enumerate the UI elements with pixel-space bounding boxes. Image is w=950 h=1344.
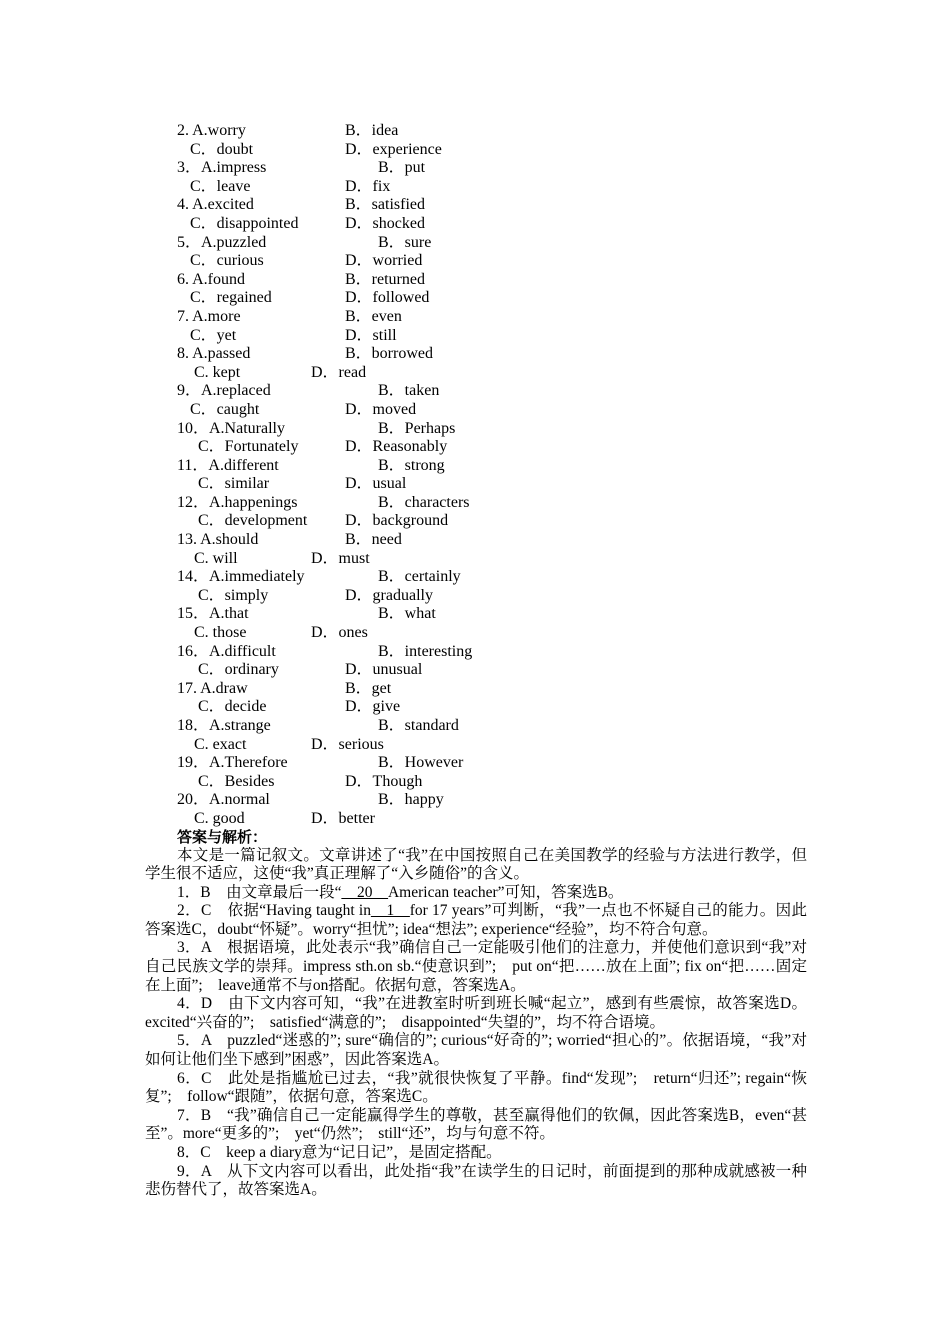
question-number: 2. A.worry	[177, 122, 246, 139]
option-b: B．However	[378, 754, 464, 772]
question-2	[0, 122, 950, 141]
answers-heading: 答案与解析：	[177, 828, 268, 846]
option-d: D．Reasonably	[345, 438, 448, 456]
question-12	[0, 494, 950, 513]
question-number: 19．A.Therefore	[177, 754, 288, 772]
option-c: C．development	[198, 512, 308, 530]
question-13	[0, 531, 950, 550]
option-c: C. kept	[194, 363, 241, 381]
option-c: C．doubt	[190, 140, 254, 158]
option-b: B．satisfied	[345, 196, 425, 214]
option-b: B．standard	[378, 717, 459, 734]
question-14	[0, 568, 950, 587]
answer-7: 7．B “我”确信自己一定能赢得学生的尊敬，甚至赢得他们的钦佩，因此答案选B，even“甚至”。more“更多的”; yet“仍然”; still“还”，均与句意不符。	[145, 1106, 807, 1143]
option-c: C. those	[194, 624, 247, 642]
question-number: 15．A.that	[177, 605, 249, 623]
option-d: D．moved	[345, 400, 417, 418]
question-9	[0, 382, 950, 401]
question-17	[0, 680, 950, 699]
option-c: C．Besides	[198, 772, 275, 790]
question-number: 17. A.draw	[177, 679, 248, 697]
question-11-options-cd	[0, 475, 950, 494]
question-19	[0, 754, 950, 773]
question-number: 11．A.different	[177, 456, 279, 474]
option-d: D．experience	[345, 140, 442, 158]
answer-6: 6．C 此处是指尴尬已过去，“我”就很快恢复了平静。find“发现”; return“归还”; regain“恢复”; follow“跟随”，依据句意，答案选C。	[145, 1069, 807, 1106]
question-number: 8. A.passed	[177, 345, 251, 363]
answer-2: 2．C 依据“Having taught in__1__for 17 years”可判断，“我”一点也不怀疑自己的能力。因此答案选C，doubt“怀疑”。worry“担忧”; idea“想法”; experience“经验”，均不符合句意。	[145, 902, 807, 938]
option-d: D．give	[345, 698, 401, 716]
option-c: C．curious	[190, 252, 264, 270]
question-4-options-cd	[0, 215, 950, 234]
option-c: C．similar	[198, 475, 270, 493]
option-c: C．caught	[190, 400, 260, 418]
option-b: B．strong	[378, 456, 445, 474]
question-6-options-cd	[0, 289, 950, 308]
question-number: 14．A.immediately	[177, 568, 305, 586]
question-7-options-cd	[0, 327, 950, 346]
option-d: D．followed	[345, 289, 430, 307]
option-d: D．read	[311, 363, 367, 381]
answer-4: 4．D 由下文内容可知，“我”在进教室时听到班长喊“起立”，感到有些震惊，故答案选D。excited“兴奋的”; satisfied“满意的”; disappointed“失望的”，均不符合语境。	[145, 995, 807, 1031]
option-b: B．put	[378, 159, 426, 177]
question-8	[0, 345, 950, 364]
question-15-options-cd	[0, 624, 950, 643]
question-6	[0, 271, 950, 290]
option-c: C．decide	[198, 698, 267, 716]
answers-section	[145, 829, 807, 1200]
question-list	[0, 122, 950, 829]
answer-9: 9．A 从下文内容可以看出，此处指“我”在读学生的日记时，前面提到的那种成就感被一种悲伤替代了，故答案选A。	[145, 1162, 807, 1199]
answer-1: 1．B 由文章最后一段“__20__American teacher”可知，答案选B。	[177, 883, 624, 901]
question-number: 18．A.strange	[177, 717, 271, 734]
question-8-options-cd	[0, 364, 950, 383]
option-b: B．returned	[345, 270, 425, 288]
question-number: 7. A.more	[177, 307, 241, 325]
question-7	[0, 308, 950, 327]
answers-intro: 本文是一篇记叙文。文章讲述了“我”在中国按照自己在美国教学的经验与方法进行教学，但学生很不适应，这使“我”真正理解了“入乡随俗”的含义。	[145, 846, 807, 883]
question-10-options-cd	[0, 438, 950, 457]
option-c: C．yet	[190, 326, 237, 344]
question-3	[0, 159, 950, 178]
option-b: B．characters	[378, 493, 470, 511]
question-18	[0, 717, 950, 736]
question-5-options-cd	[0, 252, 950, 271]
answer-1-blank: __20__	[341, 883, 388, 901]
option-d: D．unusual	[345, 661, 423, 679]
option-b: B．interesting	[378, 642, 473, 660]
option-b: B．get	[345, 679, 392, 697]
option-b: B．what	[378, 605, 436, 623]
question-2-options-cd	[0, 141, 950, 160]
question-number: 3．A.impress	[177, 159, 267, 177]
option-c: C．regained	[190, 289, 272, 307]
option-b: B．happy	[378, 791, 444, 809]
answer-2-blank: __1__	[370, 902, 410, 920]
question-11	[0, 457, 950, 476]
question-4	[0, 196, 950, 215]
option-b: B．certainly	[378, 568, 461, 586]
question-13-options-cd	[0, 550, 950, 569]
option-b: B．taken	[378, 382, 440, 400]
question-3-options-cd	[0, 178, 950, 197]
option-c: C．leave	[190, 177, 251, 195]
option-d: D．gradually	[345, 586, 433, 604]
question-20-options-cd	[0, 810, 950, 829]
question-number: 4. A.excited	[177, 196, 254, 214]
question-20	[0, 791, 950, 810]
option-d: D．shocked	[345, 214, 425, 232]
option-d: D．ones	[311, 624, 368, 642]
question-9-options-cd	[0, 401, 950, 420]
question-18-options-cd	[0, 736, 950, 755]
option-d: D．worried	[345, 252, 423, 270]
question-number: 20．A.normal	[177, 791, 270, 809]
option-d: D．fix	[345, 177, 391, 195]
option-b: B．borrowed	[345, 345, 433, 363]
question-14-options-cd	[0, 587, 950, 606]
question-number: 5．A.puzzled	[177, 233, 267, 251]
option-d: D．better	[311, 809, 375, 827]
question-number: 10．A.Naturally	[177, 419, 285, 437]
option-b: B．need	[345, 531, 402, 549]
answer-8: 8．C keep a diary意为“记日记”，是固定搭配。	[177, 1144, 502, 1161]
option-d: D．must	[311, 549, 370, 567]
question-19-options-cd	[0, 773, 950, 792]
option-d: D．background	[345, 512, 449, 530]
answer-3: 3．A 根据语境，此处表示“我”确信自己一定能吸引他们的注意力，并使他们意识到“我”对自己民族文学的崇拜。impress sth.on sb.“使意识到”; put on“把……放在上面”; fix on“把……固定在上面”; leave通常不与on搭配。依据句意，答案选A。	[145, 939, 807, 994]
option-d: D．usual	[345, 475, 407, 493]
option-c: C. good	[194, 809, 245, 827]
question-number: 16．A.difficult	[177, 642, 276, 660]
option-d: D．Though	[345, 772, 423, 790]
question-number: 6. A.found	[177, 270, 245, 288]
option-c: C．simply	[198, 586, 269, 604]
option-c: C．disappointed	[190, 214, 299, 232]
question-16-options-cd	[0, 661, 950, 680]
question-17-options-cd	[0, 698, 950, 717]
question-10	[0, 420, 950, 439]
option-b: B．even	[345, 307, 402, 325]
question-number: 9．A.replaced	[177, 382, 271, 400]
answer-5: 5．A puzzled“迷惑的”; sure“确信的”; curious“好奇的”; worried“担心的”。依据语境，“我”对如何让他们坐下感到”困惑”，因此答案选A。	[145, 1032, 807, 1069]
option-c: C．Fortunately	[198, 438, 299, 456]
question-number: 12．A.happenings	[177, 493, 298, 511]
question-16	[0, 643, 950, 662]
option-b: B．idea	[345, 122, 399, 139]
question-12-options-cd	[0, 512, 950, 531]
question-number: 13. A.should	[177, 531, 259, 549]
option-b: B．sure	[378, 233, 432, 251]
option-c: C．ordinary	[198, 661, 279, 679]
option-c: C. exact	[194, 735, 247, 753]
question-5	[0, 234, 950, 253]
option-d: D．still	[345, 326, 397, 344]
option-c: C. will	[194, 549, 238, 567]
question-15	[0, 605, 950, 624]
option-b: B．Perhaps	[378, 419, 456, 437]
option-d: D．serious	[311, 735, 384, 753]
